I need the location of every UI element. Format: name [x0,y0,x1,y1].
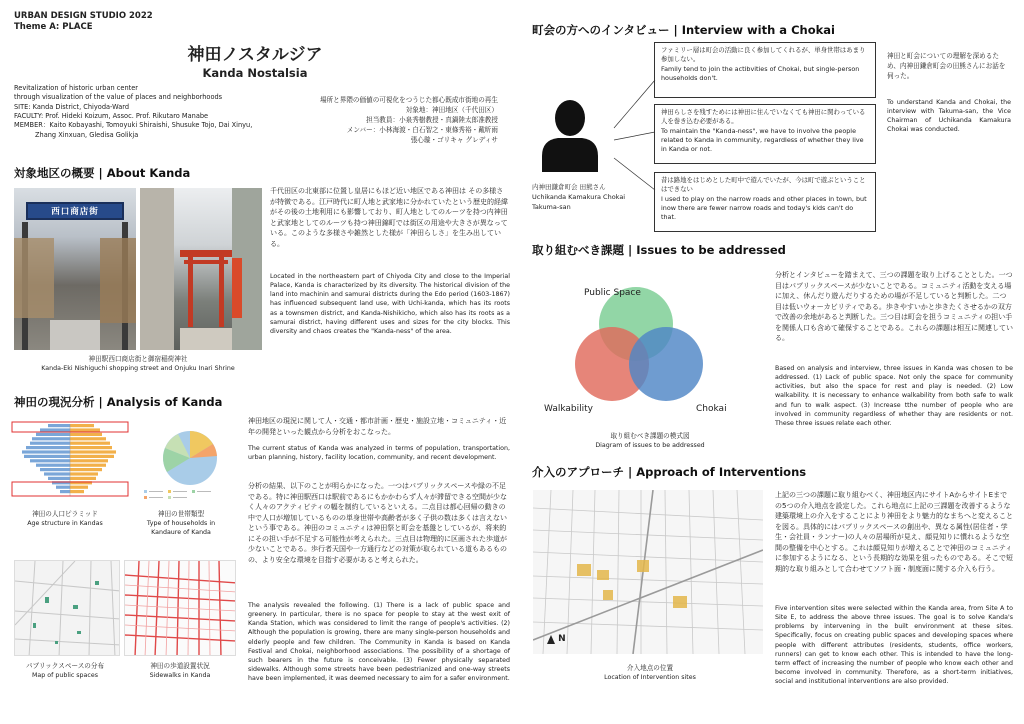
shopping-street-sign: 西口商店街 [51,207,99,217]
pyramid-bar-female [70,459,108,462]
pyramid-caption-en: Age structure in Kandas [27,520,103,527]
pyramid-bar-female [70,446,112,449]
venn-caption-jp: 取り組むべき課題の模式図 [610,432,690,440]
theme-label: Theme A: PLACE [14,22,93,32]
project-info-en [14,84,284,140]
pyramid-bar-male [26,446,70,449]
speech-pointers [600,40,660,240]
interview-quote-1 [654,42,876,98]
population-pyramid [10,420,130,506]
pyramid-bar-female [70,455,114,458]
pyramid-bar-female [70,437,106,440]
public-space-caption-jp: パブリックスペースの分布 [25,662,105,670]
analysis-intro-en: The current status of Kanda was analyzed in terms of population, transportation, urban planning, history, facility location, community, and recent development. [248,445,510,462]
pyramid-bar-female [70,468,102,471]
quote-2-jp: 神田らしさを残すためには神田に住んでいなくても神田に関わっている人を巻き込む必要がある。 [661,108,866,126]
member-jp-2: 張心璇・ゴリキャ グレディサ [410,135,498,144]
pyramid-bar-male [24,455,70,458]
analysis-result-en: The analysis revealed the following. (1) There is a lack of public space and greenery. In particular, there is no space for people to stay at the west exit of Kanda Station, which was considered to limit the range of people's activities. (2) Although the population is growing, there are many single-person households and elderly people and few children. The Community in Kanda is based on Kanda Festival and Chokai, neighborhood associations. The possibility of a shortage of such bearers in the future is conceivable. (3) Fewer physically separated sidewalks. Although some streets have been pedestrianized and one-way streets have been implemented, it was deemed necessary to aim for a safer environment. [248,602,510,682]
pyramid-bar-male [44,472,70,475]
pyramid-caption-jp: 神田の人口ピラミッド [32,510,98,518]
about-photo-caption-jp: 神田駅西口商店街と御宿稲荷神社 [88,355,188,363]
pyramid-bar-male [22,450,70,453]
household-caption-jp: 神田の世帯類型 [157,510,205,518]
site-jp: 対象地：神田地区（千代田区） [405,105,498,114]
approach-text-en: Five intervention sites were selected within the Kanda area, from Site A to Site E, to address the above three issues. The goal is to solve Kanda's problems by intervening in the built environment at these sites. Specifically, focus on creating public spaces and developing spaces where people with different attributes (residents, students, office workers, runners) can get to know each other. This is intended to have the long-term effect of increasing the number of people who know each other and become involved in community. Therefore, as a short-term initiatives, social and institutional interventions are also provided. [775,605,1013,685]
pyramid-bar-male [48,424,70,427]
faculty-en: FACULTY: Prof. Hideki Koizum, Assoc. Prof. Rikutaro Manabe [14,112,209,121]
about-photo-caption-en: Kanda-Eki Nishiguchi shopping street and Onjuku Inari Shrine [41,365,235,372]
venn-label-walkability: Walkability [544,404,593,414]
quote-1-jp: ファミリー層は町会の活動に良く参加してくれるが、単身世帯はあまり参加しない。 [661,46,866,64]
household-pie-chart [134,420,234,506]
pyramid-bar-male [32,437,70,440]
north-arrow-icon [547,634,566,644]
issues-text-jp: 分析とインタビューを踏まえて、三つの課題を取り上げることとした。一つ目はパブリックスペースが少ないことである。コミュニティ活動を支える場に加え、休んだり遊んだりするための場が不足していると判断した。二つ目は低いウォーカビリティである。歩きやすいかと歩きたくさせるかの双方で改善の余地があると判断した。三つ目は町会を担うコミュニティの担い手を関係人口も含めて確保することである。これらの課題は相互に関連している。 [775,271,1013,342]
sidewalk-map [124,560,236,656]
site-en: SITE: Kanda District, Chiyoda-Ward [14,102,130,111]
person-name-jp: 内神田鎌倉町会 田熊さん [532,183,606,191]
quote-3-jp: 昔は路地をはじめとした町中で遊んでいたが、今は町で遊ぶということはできない [661,176,866,194]
title-jp: 神田ノスタルジア [187,45,323,65]
member-en-1: MEMBER：Kaito Kobayashi, Tomoyuki Shiraishi, Shusuke Tojo, Dai Xinyu, [14,121,253,130]
pyramid-bar-male [40,468,70,471]
pyramid-bar-male [36,464,70,467]
quote-1-en: Family tend to join the actibvities of Chokai, but single-person households don't. [661,64,860,82]
pyramid-bar-female [70,464,106,467]
about-text-jp: 千代田区の北東部に位置し皇居にもほど近い地区である神田は その多様さが特徴である。江戸時代に町人地と武家地に分かれていたという歴史的経緯がその後の土地利用にも影響しており、町人地としてのルーツを持つ内神田と武家地としてのルーツも持つ神田錦町では街区の用途や大きさが異なっている。このような多様さや雑然とした様が「神田らしさ」を生み出している。 [270,187,508,248]
member-jp-1: メンバー：小林海渡・白石智之・東條秀裕・戴昕雨 [346,125,498,134]
interview-quote-2 [654,104,876,164]
person-name-en-1: Uchikanda Kamakura Chokai [532,193,626,202]
faculty-jp: 担当教員：小泉秀樹教授・真鍋陸太郎准教授 [366,115,498,124]
about-text-en: Located in the northeastern part of Chiyoda City and close to the Imperial Palace, Kanda is characterized by its diversity. The historical division of the land into machinin and samurai districts during the Edo period (1603-1867) has influenced subsequent land use, with Uchi-kanda, which has its roots as a townsmen district, and Kanda-Nishikicho, which also has its roots as a samurai district, having different uses and sizes for the city blocks. This diversity and chaos creates the "Kanda-ness" of the area. [270,273,510,335]
venn-label-public-space: Public Space [584,288,641,298]
about-title: 対象地区の概要 | About Kanda [14,166,191,180]
analysis-title: 神田の現況分析 | Analysis of Kanda [14,395,223,409]
shopping-street-photo [14,188,136,350]
venn-label-chokai: Chokai [696,404,727,414]
pyramid-bar-female [70,424,94,427]
intervention-sites-map [533,490,763,654]
pyramid-bar-female [70,450,116,453]
desc-jp: 場所と界隈の価値の可視化をつうじた都心既成市街地の再生 [319,96,498,104]
quote-3-en: I used to play on the narrow roads and other places in town, but inow there are fewer narrow roads and today's kids can't do that. [661,194,867,222]
interview-title: 町会の方へのインタビュー | Interview with a Chokai [532,23,835,37]
household-caption-en-1: Type of households in [146,520,216,527]
desc-en-1: Revitalization of historic urban center [14,84,138,92]
interview-side-en: To understand Kanda and Chokai, the interview with Takuma-san, the Vice Chairman of Uchikanda Kamakura Chokai was conducted. [887,99,1011,134]
title-en: Kanda Nostalsia [202,66,308,80]
desc-en-2: through visualization of the value of places and neighborhoods [14,93,223,102]
project-info-jp [262,96,498,145]
pyramid-bar-female [70,486,88,489]
interview-quote-3 [654,172,876,232]
analysis-result-jp: 分析の結果、以下のことが明らかになった。一つはパブリックスペースや緑の不足である。特に神田駅西口は駅前であるにもかかわらず人々が滞留できる空間が少なく人々のアクティビティの幅を制約しているといえる。二点目は都心回帰の動きの中で人口が増加しているものの単身世帯や高齢者が多く子供の数は多くは言えないという事である。神田のコミュニティは神田祭と町会を基盤としているが、将来的にその担い手が不足する可能性が考えられた。三点目は物理的に区画された歩道が少ないことである。歩行者天国や一方通行などの対策が取られている道もあるものの、より安全な環境を目指す必要があると考えられた。 [248,482,507,564]
approach-title: 介入のアプローチ | Approach of Interventions [532,465,807,479]
member-en-2: Zhang Xinxuan, Gledisa Golikja [35,130,139,139]
sidewalk-caption-jp: 神田の歩道設置状況 [150,662,210,670]
pyramid-bar-male [40,428,70,431]
pyramid-bar-male [48,477,70,480]
interview-side-jp: 神田と町会についての理解を深めるため、内神田鎌倉町会の田熊さんにお話を伺った。 [887,52,1006,80]
pyramid-bar-female [70,477,96,480]
pyramid-bar-female [70,433,102,436]
approach-map-caption-jp: 介入地点の位置 [626,664,674,672]
pyramid-bar-male [30,459,70,462]
pyramid-bar-male [30,442,70,445]
approach-text-jp: 上記の三つの課題に取り組むべく、神田地区内にサイトAからサイトEまでの5つの介入地点を設定した。これら地点に上記の三課題を改善するような建築環境上の介入をすることにより神田をより魅力的なまちへと変えることを図る。具体的にはパブリックスペースの創出や、異なる属性(居住者・学生・会社員・ランナー)の人々の居場所が見え、顔見知りに慣れるような空間の整備を中心とする。これは顔見知りが増えることで神田のコミュニティに参加するようになる、という長期的な効果を狙ったものである。そこで短期的な取り組みとして合わせてソフト面・制度面に関する介入も行う。 [775,491,1013,573]
studio-label: URBAN DESIGN STUDIO 2022 [14,11,153,21]
pyramid-bar-male [36,433,70,436]
pyramid-bar-female [70,472,98,475]
approach-map-caption-en: Location of Intervention sites [604,674,696,681]
analysis-intro-jp: 神田地区の現況に関して人・交通・都市計画・歴史・施設立地・コミュニティ・近年の開発といった観点から分析をおこなった。 [248,417,507,436]
venn-caption-en: Diagram of issues to be addressed [595,442,705,449]
pyramid-bar-female [70,428,100,431]
quote-2-en: To maintain the "Kanda-ness", we have to involve the people related to Kanda in community, regardless of whether they live in Kanda or not. [661,126,864,154]
public-space-map [14,560,120,656]
pyramid-bar-female [70,442,110,445]
issues-title: 取り組むべき課題 | Issues to be addressed [532,243,786,257]
north-label: N [558,634,566,644]
issues-text-en: Based on analysis and interview, three issues in Kanda was chosen to be addressed. (1) Lack of public space. Not only the space for community activities, but also the space for rest and play is needed. (2) Low walkability. It is necessary to enhance walkability from both safe to walk and fun to walk aspect. (3) Increase tthe number of people who are involved in community regardless of whether thay are residents or not. These three issues relate each other. [775,365,1013,427]
pyramid-bar-male [60,490,70,493]
person-name-en-2: Takuma-san [532,203,571,212]
pyramid-bar-male [56,486,70,489]
sidewalk-caption-en: Sidewalks in Kanda [149,672,211,679]
pyramid-bar-female [70,490,84,493]
person-avatar-icon [538,98,602,172]
household-caption-en-2: Kandaure of Kanda [151,529,211,536]
public-space-caption-en: Map of public spaces [31,672,99,679]
shrine-photo [140,188,262,350]
